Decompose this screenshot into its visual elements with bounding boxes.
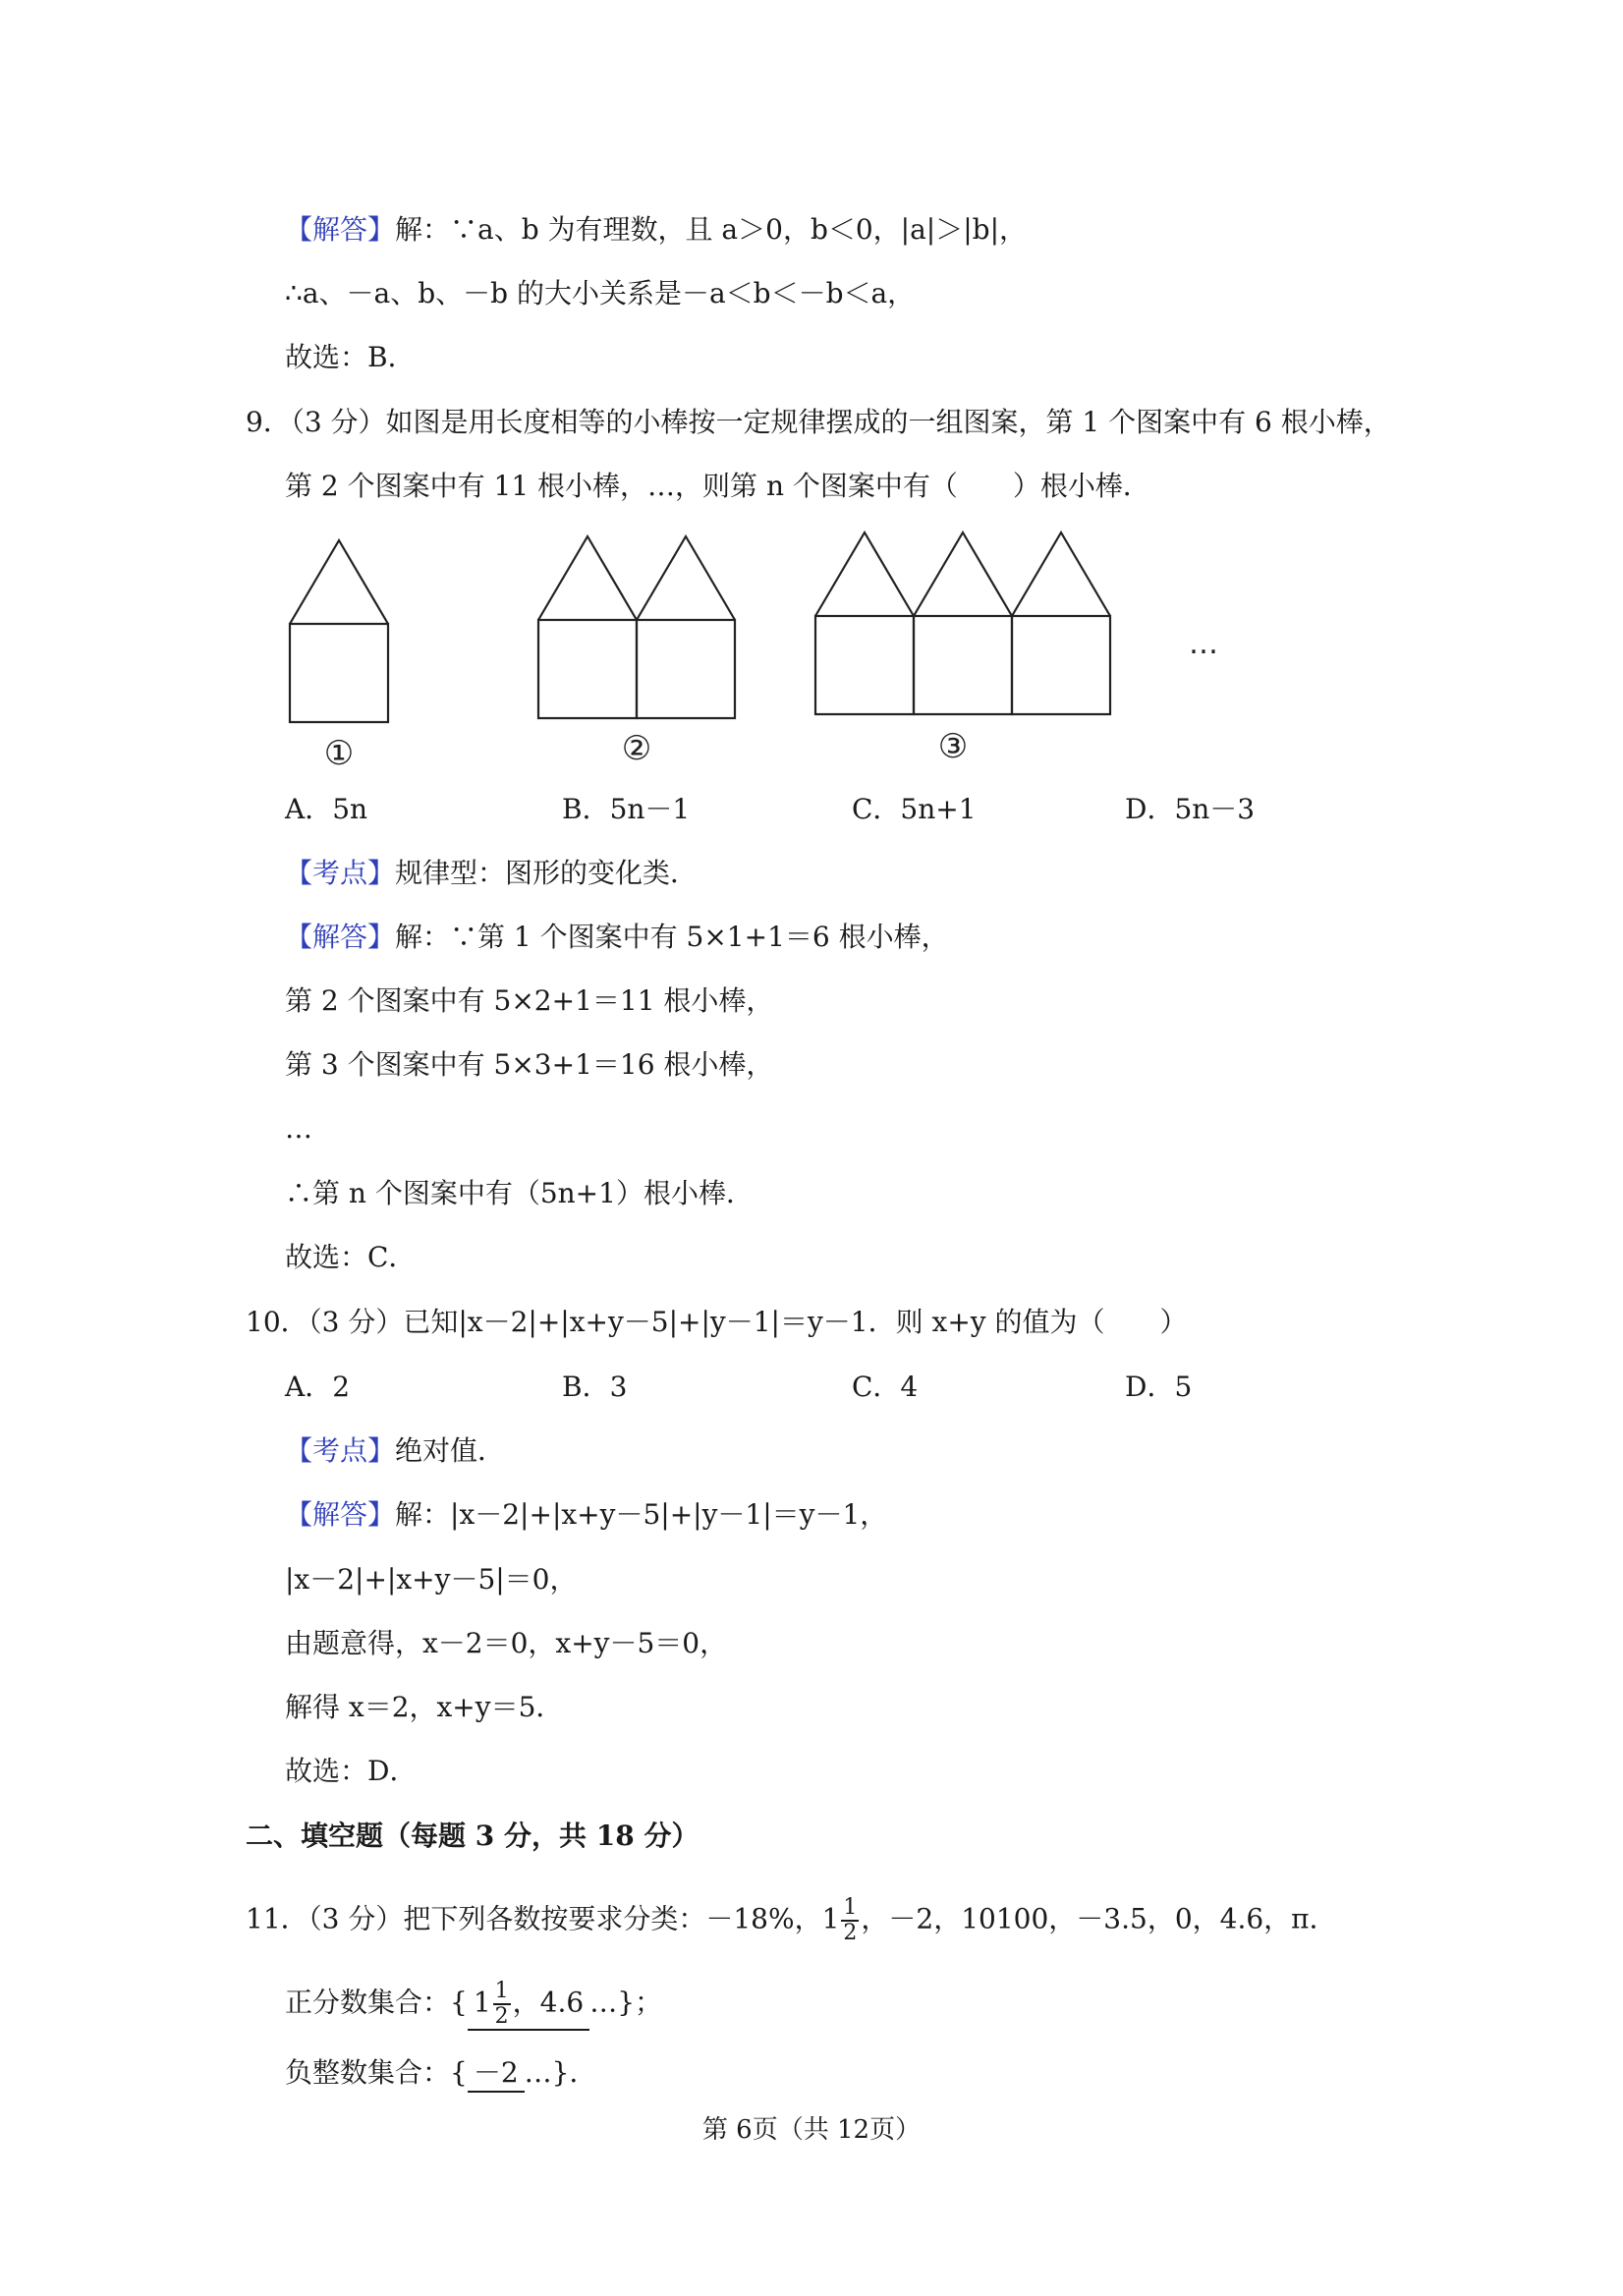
page-footer: 第 6页（共 12页）	[701, 2115, 922, 2145]
knowledge-point-line	[285, 854, 698, 893]
stick-pattern-figure	[275, 526, 1238, 781]
set-label: 正分数集合：{	[285, 1986, 468, 2019]
pattern-label-2: ②	[621, 729, 652, 768]
option-b: B．3	[562, 1371, 628, 1403]
solution-line	[285, 210, 1027, 250]
pattern-1	[290, 540, 388, 722]
option-c: C．5n+1	[852, 793, 977, 825]
solution-text: 解：∵a、b 为有理数，且 a＞0，b＜0，|a|＞|b|，	[395, 213, 1028, 246]
solution-line: ∴a、－a、b、－b 的大小关系是－a＜b＜－b＜a，	[285, 277, 916, 309]
solution-line: ∴第 n 个图案中有（5n+1）根小棒．	[285, 1177, 754, 1209]
solution-text: 解：∵第 1 个图案中有 5×1+1＝6 根小棒，	[395, 921, 949, 953]
question-11-line	[246, 1896, 1337, 1945]
pattern-ellipsis: …	[1189, 627, 1218, 661]
option-a: A．5n	[285, 793, 368, 825]
mixed-fraction	[841, 1896, 859, 1945]
solution-line	[285, 1495, 887, 1535]
option-d: D．5n－3	[1125, 793, 1256, 825]
question-9-line-1: 9．（3 分）如图是用长度相等的小棒按一定规律摆成的一组图案，第 1 个图案中有 6 根小棒，	[246, 406, 1391, 438]
solution-line: 第 2 个图案中有 5×2+1＝11 根小棒，	[285, 984, 774, 1017]
option-a: A．2	[285, 1371, 351, 1403]
knowledge-point-tag: 【考点】	[285, 1434, 396, 1467]
fraction-numerator: 1	[843, 1895, 858, 1920]
answer-blank: －2	[468, 2055, 525, 2093]
q11-text-after: ，－2，10100，－3.5，0，4.6，π．	[861, 1902, 1337, 1935]
answer-choice-line: 故选：D．	[285, 1755, 418, 1787]
set-end: …}．	[524, 2056, 597, 2089]
blank-rest: ，4.6	[512, 1986, 585, 2019]
solution-line: 第 3 个图案中有 5×3+1＝16 根小棒，	[285, 1048, 774, 1081]
question-9-line-2: 第 2 个图案中有 11 根小棒，…，则第 n 个图案中有（ ）根小棒．	[285, 470, 1150, 502]
answer-choice-line: 故选：C．	[285, 1241, 417, 1273]
pattern-label-3: ③	[937, 727, 969, 766]
solution-line: |x－2|+|x+y－5|＝0，	[285, 1563, 578, 1596]
option-d: D．5	[1125, 1371, 1193, 1403]
knowledge-point-text: 规律型：图形的变化类．	[395, 857, 699, 889]
answer-blank	[468, 1980, 589, 2031]
negative-integer-set-line	[285, 2053, 596, 2093]
pattern-label-1: ①	[323, 734, 355, 773]
set-end: …}；	[589, 1986, 663, 2019]
set-label: 负整数集合：{	[285, 2056, 468, 2089]
solution-line: 解得 x＝2，x+y＝5．	[285, 1691, 564, 1723]
answer-tag: 【解答】	[285, 213, 396, 246]
mixed-whole: 1	[473, 1986, 491, 2019]
mixed-fraction	[493, 1980, 511, 2029]
fraction-denominator: 2	[843, 1921, 858, 1945]
q11-text-before: 11．（3 分）把下列各数按要求分类：－18%，1	[246, 1902, 840, 1935]
knowledge-point-text: 绝对值．	[395, 1434, 506, 1467]
positive-fraction-set-line	[285, 1980, 662, 2031]
solution-text: 解：|x－2|+|x+y－5|+|y－1|＝y－1，	[395, 1498, 888, 1531]
knowledge-point-tag: 【考点】	[285, 857, 396, 889]
knowledge-point-line	[285, 1431, 505, 1471]
answer-choice-line: 故选：B．	[285, 341, 416, 373]
option-c: C．4	[852, 1371, 919, 1403]
section-heading: 二、填空题（每题 3 分，共 18 分）	[246, 1820, 700, 1852]
fraction-denominator: 2	[494, 2004, 509, 2029]
solution-line: …	[285, 1112, 312, 1145]
answer-tag: 【解答】	[285, 1498, 396, 1531]
option-b: B．5n－1	[562, 793, 691, 825]
answer-tag: 【解答】	[285, 921, 396, 953]
solution-line: 由题意得，x－2＝0，x+y－5＝0，	[285, 1627, 728, 1659]
pattern-2	[538, 536, 735, 718]
solution-line	[285, 918, 949, 957]
fraction-numerator: 1	[494, 1979, 509, 2003]
pattern-3	[815, 532, 1110, 714]
question-10-line: 10．（3 分）已知|x－2|+|x+y－5|+|y－1|＝y－1．则 x+y 的值为（ ）	[246, 1306, 1188, 1338]
